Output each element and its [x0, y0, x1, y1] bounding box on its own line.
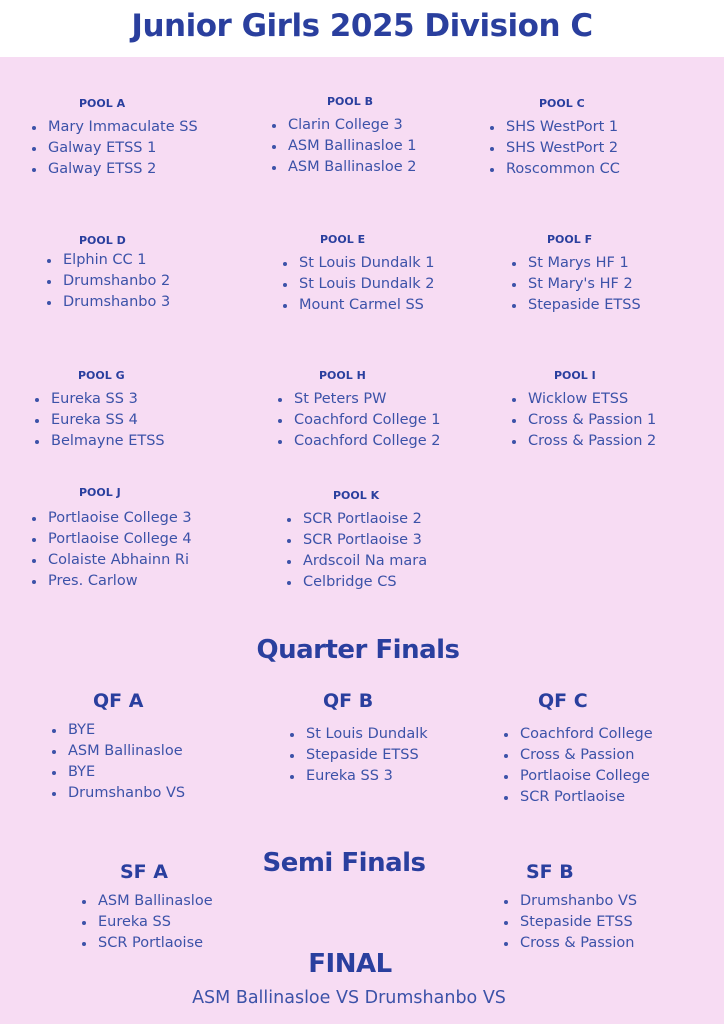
team-item: St Louis Dundalk 2: [283, 274, 434, 295]
team-item: Drumshanbo VS: [52, 783, 185, 804]
pool-e: [283, 233, 434, 316]
team-item: ASM Ballinasloe 2: [272, 157, 416, 178]
round-title: SF B: [526, 861, 574, 883]
team-item: Drumshanbo 2: [47, 271, 170, 292]
team-list: [504, 724, 653, 808]
pool-title: POOL C: [539, 97, 585, 110]
pool-g: [35, 369, 165, 452]
team-item: ASM Ballinasloe 1: [272, 136, 416, 157]
header-banner: [0, 0, 724, 57]
pool-title: POOL D: [79, 234, 126, 247]
team-item: St Peters PW: [278, 389, 440, 410]
team-item: Eureka SS 4: [35, 410, 165, 431]
team-list: [82, 891, 213, 954]
pool-h: [278, 369, 440, 452]
pool-f: [512, 233, 641, 316]
pool-title: POOL J: [79, 486, 121, 499]
team-list: [283, 253, 434, 316]
team-item: Stepaside ETSS: [504, 912, 637, 933]
pool-title: POOL G: [78, 369, 125, 382]
quarter-finals-heading: Quarter Finals: [256, 635, 460, 665]
team-item: St Mary's HF 2: [512, 274, 641, 295]
team-item: SCR Portlaoise: [504, 787, 653, 808]
team-item: Eureka SS 3: [290, 766, 428, 787]
team-list: [512, 389, 656, 452]
pool-j: [32, 486, 192, 592]
team-list: [272, 115, 416, 178]
team-list: [47, 250, 170, 313]
team-item: St Marys HF 1: [512, 253, 641, 274]
semi-finals-heading: Semi Finals: [262, 848, 426, 878]
team-item: Galway ETSS 2: [32, 159, 198, 180]
team-item: Cross & Passion 2: [512, 431, 656, 452]
team-item: Elphin CC 1: [47, 250, 170, 271]
team-list: [504, 891, 637, 954]
team-item: Portlaoise College 3: [32, 508, 192, 529]
team-item: Coachford College 2: [278, 431, 440, 452]
round-title: QF C: [538, 690, 588, 712]
team-item: ASM Ballinasloe: [52, 741, 185, 762]
pool-a: [32, 97, 198, 180]
qf-a: [52, 690, 185, 804]
team-item: Clarin College 3: [272, 115, 416, 136]
pool-title: POOL F: [547, 233, 593, 246]
pool-b: [272, 95, 416, 178]
team-item: Belmayne ETSS: [35, 431, 165, 452]
team-item: Stepaside ETSS: [512, 295, 641, 316]
round-title: SF A: [120, 861, 168, 883]
qf-b: [290, 690, 428, 787]
team-item: SCR Portlaoise 3: [287, 530, 427, 551]
team-item: ASM Ballinasloe: [82, 891, 213, 912]
team-item: Drumshanbo VS: [504, 891, 637, 912]
team-item: Cross & Passion 1: [512, 410, 656, 431]
team-item: Cross & Passion: [504, 745, 653, 766]
team-list: [290, 724, 428, 787]
team-list: [512, 253, 641, 316]
pool-title: POOL A: [79, 97, 126, 110]
team-item: Portlaoise College: [504, 766, 653, 787]
pool-i: [512, 369, 656, 452]
team-item: Coachford College: [504, 724, 653, 745]
team-list: [278, 389, 440, 452]
team-item: Roscommon CC: [490, 159, 620, 180]
team-item: Mount Carmel SS: [283, 295, 434, 316]
pool-d: [47, 234, 170, 313]
team-list: [35, 389, 165, 452]
round-title: QF A: [93, 690, 144, 712]
team-item: St Louis Dundalk 1: [283, 253, 434, 274]
team-item: BYE: [52, 762, 185, 783]
pool-title: POOL H: [319, 369, 366, 382]
team-item: Galway ETSS 1: [32, 138, 198, 159]
team-list: [52, 720, 185, 804]
team-item: Stepaside ETSS: [290, 745, 428, 766]
team-item: Celbridge CS: [287, 572, 427, 593]
team-item: Drumshanbo 3: [47, 292, 170, 313]
pool-title: POOL I: [554, 369, 596, 382]
team-item: St Louis Dundalk: [290, 724, 428, 745]
team-item: Wicklow ETSS: [512, 389, 656, 410]
final-heading: FINAL: [308, 949, 392, 979]
team-list: [490, 117, 620, 180]
team-item: SHS WestPort 2: [490, 138, 620, 159]
final-match: ASM Ballinasloe VS Drumshanbo VS: [192, 988, 506, 1008]
pool-title: POOL E: [320, 233, 366, 246]
pool-k: [287, 489, 427, 593]
pool-title: POOL B: [327, 95, 373, 108]
team-item: SCR Portlaoise 2: [287, 509, 427, 530]
pool-title: POOL K: [333, 489, 380, 502]
team-item: Eureka SS: [82, 912, 213, 933]
team-item: Coachford College 1: [278, 410, 440, 431]
team-list: [287, 509, 427, 593]
team-list: [32, 117, 198, 180]
sf-a: [82, 861, 213, 954]
team-item: Mary Immaculate SS: [32, 117, 198, 138]
page-title: Junior Girls 2025 Division C: [131, 8, 593, 44]
team-item: Pres. Carlow: [32, 571, 192, 592]
team-item: Ardscoil Na mara: [287, 551, 427, 572]
team-item: Eureka SS 3: [35, 389, 165, 410]
sf-b: [504, 861, 637, 954]
team-item: SHS WestPort 1: [490, 117, 620, 138]
team-item: SCR Portlaoise: [82, 933, 213, 954]
team-item: BYE: [52, 720, 185, 741]
team-item: Colaiste Abhainn Ri: [32, 550, 192, 571]
team-item: Cross & Passion: [504, 933, 637, 954]
round-title: QF B: [323, 690, 374, 712]
qf-c: [504, 690, 653, 808]
team-list: [32, 508, 192, 592]
pool-c: [490, 97, 620, 180]
team-item: Portlaoise College 4: [32, 529, 192, 550]
